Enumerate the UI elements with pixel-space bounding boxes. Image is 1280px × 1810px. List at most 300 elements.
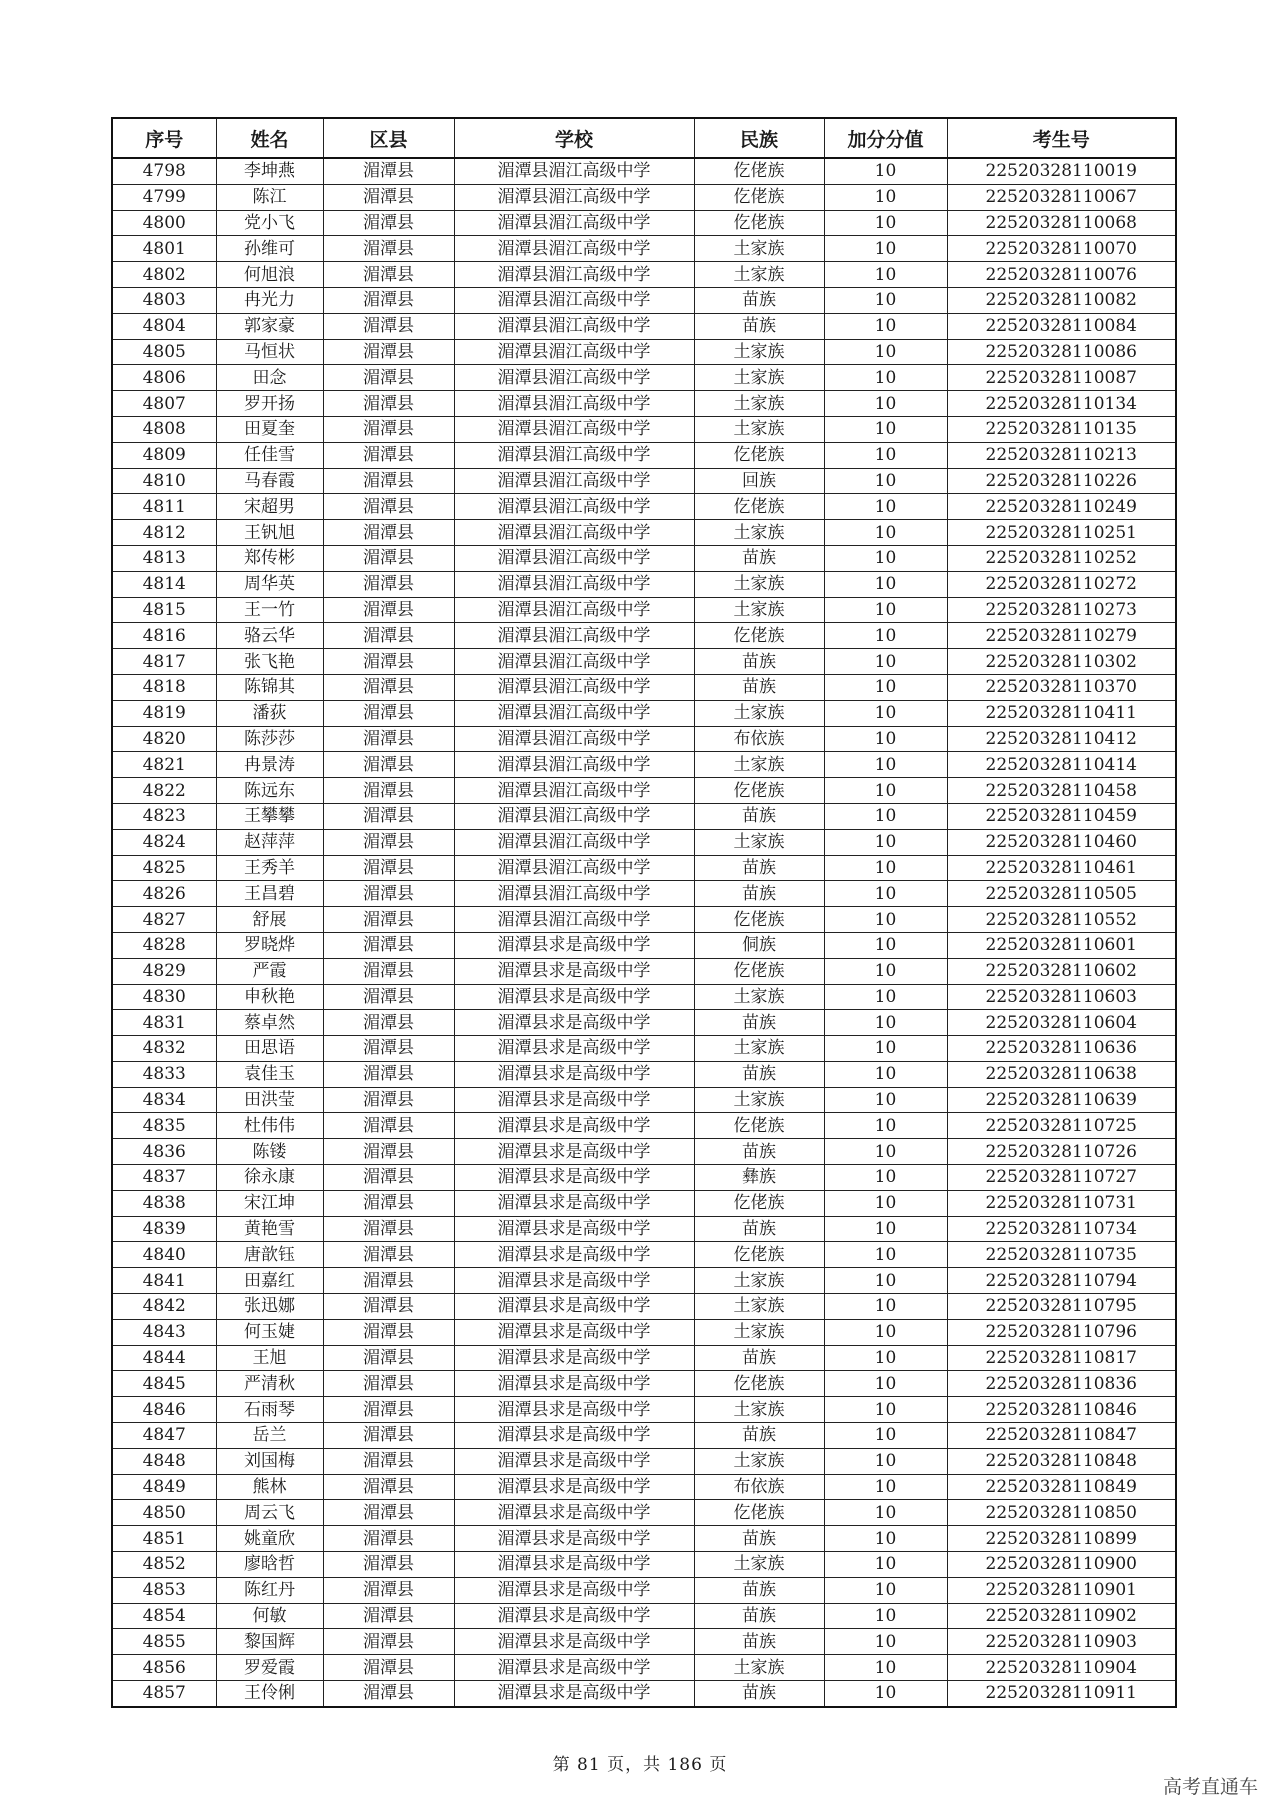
cell-county: 湄潭县: [323, 803, 454, 829]
cell-ethnicity: 仡佬族: [694, 442, 824, 468]
header-bonus: 加分分值: [824, 118, 947, 158]
cell-bonus: 10: [824, 520, 947, 546]
cell-school: 湄潭县求是高级中学: [454, 1165, 694, 1191]
cell-name: 郭家豪: [216, 313, 323, 339]
cell-serial: 4818: [112, 674, 216, 700]
cell-county: 湄潭县: [323, 442, 454, 468]
cell-exam-id: 22520328110900: [947, 1552, 1176, 1578]
cell-school: 湄潭县求是高级中学: [454, 1397, 694, 1423]
cell-serial: 4819: [112, 700, 216, 726]
cell-county: 湄潭县: [323, 1268, 454, 1294]
table-row: [112, 907, 1176, 933]
cell-bonus: 10: [824, 391, 947, 417]
cell-exam-id: 22520328110911: [947, 1681, 1176, 1707]
table-row: [112, 158, 1176, 184]
cell-bonus: 10: [824, 1216, 947, 1242]
cell-school: 湄潭县湄江高级中学: [454, 339, 694, 365]
cell-bonus: 10: [824, 752, 947, 778]
cell-serial: 4837: [112, 1165, 216, 1191]
cell-county: 湄潭县: [323, 1526, 454, 1552]
cell-bonus: 10: [824, 1397, 947, 1423]
cell-bonus: 10: [824, 236, 947, 262]
cell-serial: 4806: [112, 365, 216, 391]
cell-name: 何玉婕: [216, 1319, 323, 1345]
table-row: [112, 1036, 1176, 1062]
cell-serial: 4799: [112, 184, 216, 210]
cell-name: 黄艳雪: [216, 1216, 323, 1242]
cell-exam-id: 22520328110731: [947, 1190, 1176, 1216]
table-row: [112, 597, 1176, 623]
table-row: [112, 210, 1176, 236]
cell-county: 湄潭县: [323, 468, 454, 494]
cell-county: 湄潭县: [323, 1242, 454, 1268]
cell-school: 湄潭县求是高级中学: [454, 1371, 694, 1397]
cell-ethnicity: 回族: [694, 468, 824, 494]
table-row: [112, 1629, 1176, 1655]
cell-serial: 4841: [112, 1268, 216, 1294]
cell-serial: 4849: [112, 1474, 216, 1500]
cell-school: 湄潭县求是高级中学: [454, 1190, 694, 1216]
cell-school: 湄潭县求是高级中学: [454, 1552, 694, 1578]
cell-exam-id: 22520328110817: [947, 1345, 1176, 1371]
cell-serial: 4845: [112, 1371, 216, 1397]
cell-name: 蔡卓然: [216, 1010, 323, 1036]
table-row: [112, 1061, 1176, 1087]
cell-school: 湄潭县求是高级中学: [454, 1216, 694, 1242]
cell-ethnicity: 仡佬族: [694, 210, 824, 236]
cell-school: 湄潭县求是高级中学: [454, 984, 694, 1010]
cell-serial: 4834: [112, 1087, 216, 1113]
cell-name: 陈镂: [216, 1139, 323, 1165]
cell-bonus: 10: [824, 1113, 947, 1139]
cell-county: 湄潭县: [323, 649, 454, 675]
cell-serial: 4843: [112, 1319, 216, 1345]
cell-name: 陈锦其: [216, 674, 323, 700]
cell-bonus: 10: [824, 1681, 947, 1707]
table-row: [112, 855, 1176, 881]
cell-name: 张飞艳: [216, 649, 323, 675]
cell-name: 李坤燕: [216, 158, 323, 184]
cell-name: 罗晓烨: [216, 932, 323, 958]
cell-name: 冉光力: [216, 287, 323, 313]
cell-name: 陈远东: [216, 778, 323, 804]
cell-school: 湄潭县求是高级中学: [454, 1087, 694, 1113]
cell-bonus: 10: [824, 1603, 947, 1629]
cell-ethnicity: 仡佬族: [694, 907, 824, 933]
cell-bonus: 10: [824, 210, 947, 236]
cell-bonus: 10: [824, 674, 947, 700]
table-row: [112, 184, 1176, 210]
cell-name: 田夏奎: [216, 416, 323, 442]
cell-bonus: 10: [824, 1552, 947, 1578]
cell-school: 湄潭县湄江高级中学: [454, 726, 694, 752]
cell-exam-id: 22520328110414: [947, 752, 1176, 778]
cell-exam-id: 22520328110602: [947, 958, 1176, 984]
cell-name: 王伶俐: [216, 1681, 323, 1707]
cell-ethnicity: 苗族: [694, 1603, 824, 1629]
cell-county: 湄潭县: [323, 1061, 454, 1087]
cell-county: 湄潭县: [323, 494, 454, 520]
cell-serial: 4840: [112, 1242, 216, 1268]
cell-school: 湄潭县求是高级中学: [454, 1423, 694, 1449]
cell-school: 湄潭县求是高级中学: [454, 1268, 694, 1294]
table-row: [112, 287, 1176, 313]
cell-ethnicity: 土家族: [694, 520, 824, 546]
cell-ethnicity: 苗族: [694, 1681, 824, 1707]
cell-ethnicity: 苗族: [694, 1010, 824, 1036]
cell-serial: 4829: [112, 958, 216, 984]
cell-ethnicity: 苗族: [694, 1577, 824, 1603]
cell-exam-id: 22520328110249: [947, 494, 1176, 520]
cell-ethnicity: 土家族: [694, 1268, 824, 1294]
cell-name: 党小飞: [216, 210, 323, 236]
cell-school: 湄潭县求是高级中学: [454, 1061, 694, 1087]
cell-name: 申秋艳: [216, 984, 323, 1010]
cell-exam-id: 22520328110639: [947, 1087, 1176, 1113]
cell-school: 湄潭县湄江高级中学: [454, 287, 694, 313]
cell-serial: 4838: [112, 1190, 216, 1216]
cell-serial: 4851: [112, 1526, 216, 1552]
cell-school: 湄潭县湄江高级中学: [454, 674, 694, 700]
cell-ethnicity: 仡佬族: [694, 623, 824, 649]
results-table: [111, 117, 1177, 1708]
table-row: [112, 494, 1176, 520]
cell-exam-id: 22520328110213: [947, 442, 1176, 468]
cell-serial: 4831: [112, 1010, 216, 1036]
cell-county: 湄潭县: [323, 1603, 454, 1629]
table-row: [112, 803, 1176, 829]
cell-name: 田嘉红: [216, 1268, 323, 1294]
cell-exam-id: 22520328110068: [947, 210, 1176, 236]
cell-serial: 4812: [112, 520, 216, 546]
table-row: [112, 1577, 1176, 1603]
table-row: [112, 262, 1176, 288]
cell-county: 湄潭县: [323, 365, 454, 391]
table-row: [112, 700, 1176, 726]
cell-name: 陈江: [216, 184, 323, 210]
cell-school: 湄潭县湄江高级中学: [454, 236, 694, 262]
cell-ethnicity: 仡佬族: [694, 494, 824, 520]
cell-ethnicity: 土家族: [694, 829, 824, 855]
cell-serial: 4827: [112, 907, 216, 933]
cell-exam-id: 22520328110087: [947, 365, 1176, 391]
table-body: [112, 158, 1176, 1707]
cell-serial: 4835: [112, 1113, 216, 1139]
cell-exam-id: 22520328110273: [947, 597, 1176, 623]
table-row: [112, 365, 1176, 391]
cell-county: 湄潭县: [323, 1552, 454, 1578]
cell-exam-id: 22520328110019: [947, 158, 1176, 184]
cell-bonus: 10: [824, 1061, 947, 1087]
table-row: [112, 1397, 1176, 1423]
cell-serial: 4857: [112, 1681, 216, 1707]
cell-school: 湄潭县湄江高级中学: [454, 262, 694, 288]
cell-exam-id: 22520328110601: [947, 932, 1176, 958]
cell-exam-id: 22520328110411: [947, 700, 1176, 726]
table-row: [112, 1190, 1176, 1216]
table-row: [112, 1216, 1176, 1242]
cell-county: 湄潭县: [323, 313, 454, 339]
cell-name: 袁佳玉: [216, 1061, 323, 1087]
cell-bonus: 10: [824, 726, 947, 752]
cell-school: 湄潭县求是高级中学: [454, 1294, 694, 1320]
cell-bonus: 10: [824, 442, 947, 468]
table-row: [112, 1294, 1176, 1320]
cell-school: 湄潭县湄江高级中学: [454, 649, 694, 675]
cell-county: 湄潭县: [323, 1294, 454, 1320]
cell-serial: 4824: [112, 829, 216, 855]
cell-exam-id: 22520328110460: [947, 829, 1176, 855]
cell-county: 湄潭县: [323, 1448, 454, 1474]
cell-serial: 4825: [112, 855, 216, 881]
cell-exam-id: 22520328110847: [947, 1423, 1176, 1449]
cell-exam-id: 22520328110067: [947, 184, 1176, 210]
cell-name: 刘国梅: [216, 1448, 323, 1474]
cell-name: 孙维可: [216, 236, 323, 262]
cell-serial: 4850: [112, 1500, 216, 1526]
cell-name: 骆云华: [216, 623, 323, 649]
cell-ethnicity: 仡佬族: [694, 1500, 824, 1526]
cell-name: 王秀羊: [216, 855, 323, 881]
cell-school: 湄潭县求是高级中学: [454, 1655, 694, 1681]
cell-exam-id: 22520328110836: [947, 1371, 1176, 1397]
cell-name: 王攀攀: [216, 803, 323, 829]
cell-bonus: 10: [824, 1190, 947, 1216]
table-row: [112, 623, 1176, 649]
cell-serial: 4853: [112, 1577, 216, 1603]
cell-exam-id: 22520328110848: [947, 1448, 1176, 1474]
cell-school: 湄潭县求是高级中学: [454, 1526, 694, 1552]
cell-school: 湄潭县湄江高级中学: [454, 855, 694, 881]
cell-county: 湄潭县: [323, 1010, 454, 1036]
cell-bonus: 10: [824, 803, 947, 829]
cell-bonus: 10: [824, 1268, 947, 1294]
header-row: [112, 118, 1176, 158]
cell-ethnicity: 苗族: [694, 1139, 824, 1165]
cell-name: 王旭: [216, 1345, 323, 1371]
cell-exam-id: 22520328110552: [947, 907, 1176, 933]
cell-bonus: 10: [824, 1500, 947, 1526]
cell-school: 湄潭县求是高级中学: [454, 1036, 694, 1062]
table-row: [112, 778, 1176, 804]
cell-bonus: 10: [824, 958, 947, 984]
table-header: [112, 118, 1176, 158]
cell-county: 湄潭县: [323, 1371, 454, 1397]
cell-school: 湄潭县湄江高级中学: [454, 494, 694, 520]
cell-county: 湄潭县: [323, 287, 454, 313]
cell-bonus: 10: [824, 700, 947, 726]
cell-bonus: 10: [824, 1165, 947, 1191]
cell-serial: 4813: [112, 545, 216, 571]
cell-bonus: 10: [824, 1629, 947, 1655]
cell-serial: 4821: [112, 752, 216, 778]
table-row: [112, 391, 1176, 417]
table-row: [112, 468, 1176, 494]
cell-serial: 4822: [112, 778, 216, 804]
cell-ethnicity: 苗族: [694, 1061, 824, 1087]
cell-school: 湄潭县求是高级中学: [454, 1681, 694, 1707]
results-table-container: [111, 117, 1175, 1708]
cell-bonus: 10: [824, 1423, 947, 1449]
table-row: [112, 984, 1176, 1010]
cell-serial: 4826: [112, 881, 216, 907]
cell-name: 何敏: [216, 1603, 323, 1629]
cell-exam-id: 22520328110901: [947, 1577, 1176, 1603]
cell-serial: 4847: [112, 1423, 216, 1449]
cell-exam-id: 22520328110904: [947, 1655, 1176, 1681]
cell-bonus: 10: [824, 623, 947, 649]
cell-school: 湄潭县湄江高级中学: [454, 365, 694, 391]
cell-ethnicity: 土家族: [694, 1397, 824, 1423]
table-row: [112, 1448, 1176, 1474]
cell-county: 湄潭县: [323, 855, 454, 881]
cell-bonus: 10: [824, 313, 947, 339]
cell-name: 王一竹: [216, 597, 323, 623]
cell-exam-id: 22520328110735: [947, 1242, 1176, 1268]
table-row: [112, 1087, 1176, 1113]
cell-serial: 4823: [112, 803, 216, 829]
cell-exam-id: 22520328110082: [947, 287, 1176, 313]
cell-bonus: 10: [824, 365, 947, 391]
cell-county: 湄潭县: [323, 1681, 454, 1707]
cell-serial: 4810: [112, 468, 216, 494]
cell-serial: 4804: [112, 313, 216, 339]
cell-serial: 4809: [112, 442, 216, 468]
cell-exam-id: 22520328110795: [947, 1294, 1176, 1320]
cell-exam-id: 22520328110505: [947, 881, 1176, 907]
cell-school: 湄潭县求是高级中学: [454, 1629, 694, 1655]
header-serial: 序号: [112, 118, 216, 158]
cell-ethnicity: 土家族: [694, 391, 824, 417]
cell-name: 宋超男: [216, 494, 323, 520]
cell-name: 黎国辉: [216, 1629, 323, 1655]
table-row: [112, 1474, 1176, 1500]
cell-name: 马春霞: [216, 468, 323, 494]
cell-bonus: 10: [824, 649, 947, 675]
cell-exam-id: 22520328110461: [947, 855, 1176, 881]
cell-serial: 4798: [112, 158, 216, 184]
cell-school: 湄潭县湄江高级中学: [454, 881, 694, 907]
cell-exam-id: 22520328110636: [947, 1036, 1176, 1062]
cell-serial: 4856: [112, 1655, 216, 1681]
cell-name: 周华英: [216, 571, 323, 597]
cell-serial: 4830: [112, 984, 216, 1010]
table-row: [112, 442, 1176, 468]
cell-exam-id: 22520328110084: [947, 313, 1176, 339]
table-row: [112, 649, 1176, 675]
table-row: [112, 1113, 1176, 1139]
cell-school: 湄潭县湄江高级中学: [454, 442, 694, 468]
cell-school: 湄潭县湄江高级中学: [454, 803, 694, 829]
cell-ethnicity: 仡佬族: [694, 1190, 824, 1216]
cell-county: 湄潭县: [323, 184, 454, 210]
cell-county: 湄潭县: [323, 1216, 454, 1242]
cell-county: 湄潭县: [323, 545, 454, 571]
cell-ethnicity: 苗族: [694, 1629, 824, 1655]
cell-exam-id: 22520328110727: [947, 1165, 1176, 1191]
cell-school: 湄潭县求是高级中学: [454, 1319, 694, 1345]
cell-county: 湄潭县: [323, 829, 454, 855]
cell-exam-id: 22520328110370: [947, 674, 1176, 700]
cell-serial: 4836: [112, 1139, 216, 1165]
cell-county: 湄潭县: [323, 958, 454, 984]
cell-exam-id: 22520328110076: [947, 262, 1176, 288]
table-row: [112, 829, 1176, 855]
cell-county: 湄潭县: [323, 1345, 454, 1371]
cell-serial: 4816: [112, 623, 216, 649]
cell-name: 陈红丹: [216, 1577, 323, 1603]
cell-county: 湄潭县: [323, 1139, 454, 1165]
cell-school: 湄潭县湄江高级中学: [454, 571, 694, 597]
cell-county: 湄潭县: [323, 674, 454, 700]
cell-exam-id: 22520328110794: [947, 1268, 1176, 1294]
cell-serial: 4803: [112, 287, 216, 313]
table-row: [112, 1552, 1176, 1578]
cell-county: 湄潭县: [323, 1319, 454, 1345]
cell-ethnicity: 苗族: [694, 674, 824, 700]
cell-bonus: 10: [824, 1242, 947, 1268]
cell-serial: 4844: [112, 1345, 216, 1371]
cell-exam-id: 22520328110734: [947, 1216, 1176, 1242]
cell-school: 湄潭县湄江高级中学: [454, 623, 694, 649]
table-row: [112, 1500, 1176, 1526]
table-row: [112, 339, 1176, 365]
cell-serial: 4820: [112, 726, 216, 752]
cell-bonus: 10: [824, 1655, 947, 1681]
cell-ethnicity: 土家族: [694, 1552, 824, 1578]
cell-bonus: 10: [824, 1294, 947, 1320]
cell-county: 湄潭县: [323, 1423, 454, 1449]
cell-exam-id: 22520328110459: [947, 803, 1176, 829]
cell-exam-id: 22520328110849: [947, 1474, 1176, 1500]
cell-bonus: 10: [824, 1448, 947, 1474]
cell-ethnicity: 苗族: [694, 1423, 824, 1449]
cell-name: 徐永康: [216, 1165, 323, 1191]
cell-school: 湄潭县求是高级中学: [454, 1345, 694, 1371]
cell-school: 湄潭县求是高级中学: [454, 1500, 694, 1526]
cell-ethnicity: 仡佬族: [694, 158, 824, 184]
cell-ethnicity: 土家族: [694, 752, 824, 778]
cell-serial: 4800: [112, 210, 216, 236]
cell-county: 湄潭县: [323, 907, 454, 933]
cell-county: 湄潭县: [323, 1577, 454, 1603]
cell-school: 湄潭县湄江高级中学: [454, 158, 694, 184]
cell-name: 姚童欣: [216, 1526, 323, 1552]
cell-name: 岳兰: [216, 1423, 323, 1449]
cell-name: 任佳雪: [216, 442, 323, 468]
cell-school: 湄潭县求是高级中学: [454, 1242, 694, 1268]
cell-county: 湄潭县: [323, 778, 454, 804]
cell-bonus: 10: [824, 262, 947, 288]
table-row: [112, 1603, 1176, 1629]
cell-ethnicity: 土家族: [694, 1087, 824, 1113]
cell-ethnicity: 苗族: [694, 1345, 824, 1371]
cell-name: 田洪莹: [216, 1087, 323, 1113]
cell-ethnicity: 仡佬族: [694, 778, 824, 804]
cell-name: 马恒状: [216, 339, 323, 365]
cell-bonus: 10: [824, 416, 947, 442]
table-row: [112, 932, 1176, 958]
cell-ethnicity: 土家族: [694, 1448, 824, 1474]
cell-bonus: 10: [824, 1010, 947, 1036]
cell-ethnicity: 土家族: [694, 1319, 824, 1345]
cell-ethnicity: 侗族: [694, 932, 824, 958]
cell-school: 湄潭县湄江高级中学: [454, 597, 694, 623]
cell-county: 湄潭县: [323, 1500, 454, 1526]
cell-serial: 4852: [112, 1552, 216, 1578]
table-row: [112, 726, 1176, 752]
cell-bonus: 10: [824, 1474, 947, 1500]
